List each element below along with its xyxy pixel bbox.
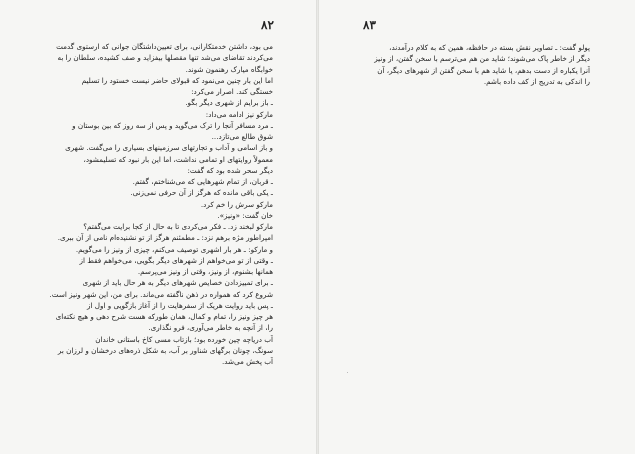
text-line: شروع کرد که همواره در ذهن ناگفته می‌ماند. برای من، این شهر ونیز است.	[49, 289, 273, 299]
text-line: را، از آنچه به خاطر می‌آوری، فرو نگذاری.	[148, 323, 273, 333]
text-line: معمولاً روایتهای او تمامی نداشت، اما این بار نبود که تسلیمشود،	[83, 154, 273, 164]
text-line: ـ مرد مسافر آنجا را ترک می‌گوید و پس از سه روز که بین بوستان و	[72, 120, 273, 130]
page-number: ۸۳	[363, 18, 376, 32]
text-line: ـ پس باید روایت هریک از سفرهایت را از آغاز بازگویی و اول از	[86, 300, 273, 310]
text-line: ـ برای تمییزدادن خصایص شهرهای دیگر به هر حال باید از شهری	[82, 278, 273, 288]
text-line: آب دریاچه چین خورده بود؛ بازتاب مسی کاخ باستانی خاندان	[95, 334, 273, 344]
text-line: هر چیز ونیز را، تمام و کمال، همان طورکه هست شرح دهی و هیچ نکته‌ای	[55, 312, 273, 321]
text-line: اما این بار چنین می‌نمود که قبولای حاضر نیست خستود را تسلیم	[81, 75, 273, 85]
text-line: ـ باز برایم از شهری دیگر بگو.	[185, 98, 273, 108]
text-line: را اندکی به تدریج از کف داده باشم.	[483, 76, 590, 86]
text-line: آب پخش می‌شد.	[221, 357, 273, 366]
text-line: می‌کردند تقاضای می‌شد تنها مقصلها بیفزاید و صف کشیده، سلطان را به	[57, 53, 273, 63]
text-line: و مارکو: ـ هر بار اشهری توصیف می‌کنم، چیزی از ونیز را می‌گویم.	[75, 244, 273, 254]
text-line: خان گفت: «ونیز».	[217, 210, 273, 220]
text-line: ـ وقتی از تو می‌خواهم از شهرهای دیگر بگویی، می‌خواهم فقط از	[79, 255, 273, 265]
text-line: آنرا یکباره از دست بدهم، یا شاید هم با سخن گفتن از شهرهای دیگر، آن	[377, 65, 590, 75]
page-body-text	[40, 41, 273, 367]
text-line: خستگی کند. اصرار می‌کرد:	[191, 87, 273, 96]
page-body-text	[368, 42, 590, 87]
text-line: شوق طالع می‌تازد...	[211, 132, 273, 141]
page-number: ۸۲	[261, 18, 274, 32]
text-line: ـ قربان، از تمام شهرهایی که می‌شناختم، گفتم.	[132, 177, 273, 186]
text-line: دیگر سحر شده بود که گفت:	[187, 165, 273, 175]
text-line: مارکو لبخند زد. ـ فکر می‌کردی تا به حال از کجا برایت می‌گفتم؟	[83, 222, 273, 231]
text-line: امپراطور مژه برهم نزد: ـ مطمئنم هرگز از تو نشنیده‌ام نامی از آن ببری.	[57, 233, 273, 243]
text-line: ـ یکی باقی مانده که هرگز از آن حرفی نمی‌زنی.	[130, 188, 273, 198]
text-line: می بود، داشتن خدمتکارانی، برای تعیین‌داشتگان جوانی که ارستوی گدمت	[56, 42, 273, 51]
text-line: پولو گفت: ـ تصاویر نقش بسته در حافظه، همین که به کلام درآمدند،	[389, 43, 590, 52]
text-line: خوابگاه میارک رهنمون شوند.	[185, 64, 273, 74]
left-page	[0, 0, 316, 454]
right-page	[319, 0, 635, 454]
scan-speck	[347, 372, 348, 373]
text-line: مارکو نیز ادامه می‌داد:	[205, 109, 273, 119]
text-line: و باز اسامی و آداب و تجارتهای سرزمینهای بسیاری را می‌گفت. شهری	[65, 143, 273, 153]
text-line: مارکو سرش را خم کرد.	[200, 199, 273, 209]
text-line: دیگر از خاطر پاک می‌شوند؛ شاید من هم می‌ترسم با سخن گفتن، از ونیز	[374, 54, 590, 64]
text-line: همانها بشنوم، از ونیز، وقتی از ونیز می‌پرسم.	[137, 267, 273, 276]
text-line: سونگ، چونان برگهای شناور بر آب، به شکل ذره‌های درخشان و لرزان بر	[57, 345, 273, 355]
